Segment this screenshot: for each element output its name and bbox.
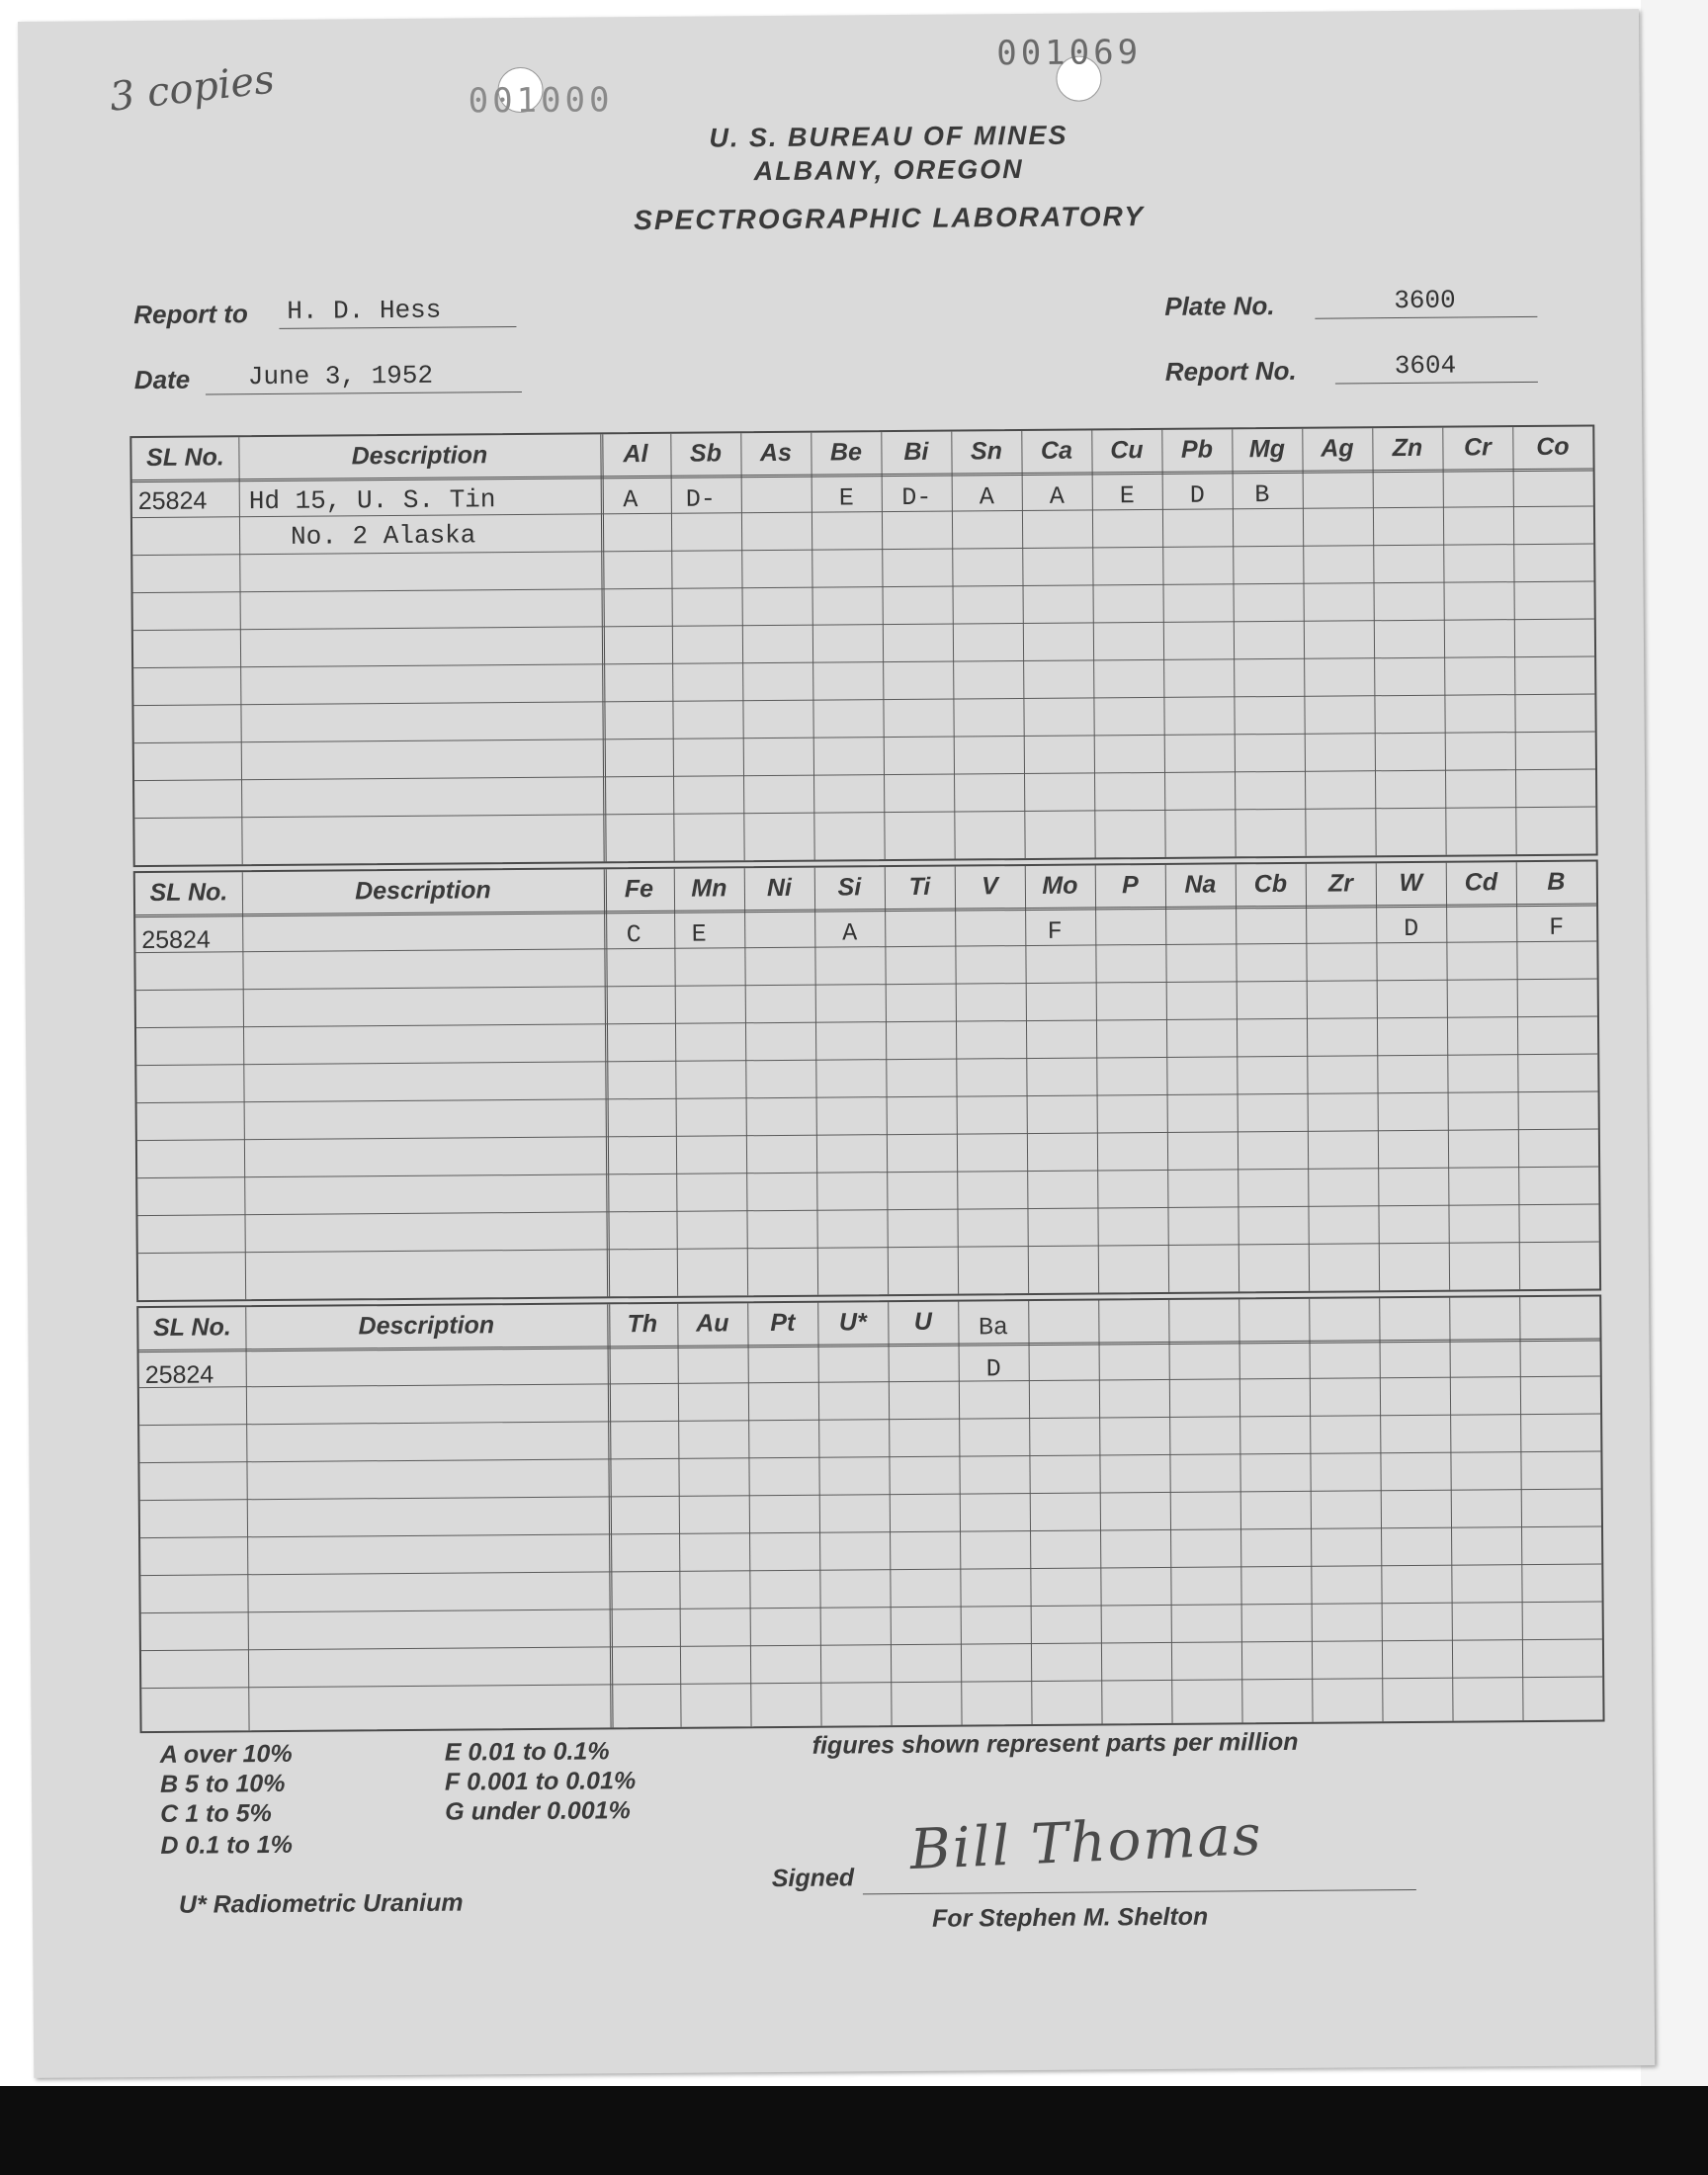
report-no-underline bbox=[1335, 382, 1538, 385]
document-number: 001069 bbox=[996, 33, 1143, 74]
description-header: Description bbox=[358, 1311, 495, 1341]
date-value: June 3, 1952 bbox=[247, 360, 434, 392]
element-header: Mg bbox=[1248, 434, 1286, 464]
element-header: Mo bbox=[1042, 871, 1078, 900]
assay-value bbox=[885, 918, 955, 919]
plate-underline bbox=[1315, 316, 1537, 319]
legend-c: C 1 to 5% bbox=[160, 1799, 272, 1828]
report-no-value: 3604 bbox=[1394, 350, 1457, 382]
assay-value: D bbox=[1189, 480, 1205, 510]
faint-stamp-number: 001000 bbox=[468, 80, 614, 122]
element-header: U* bbox=[838, 1308, 867, 1337]
legend-e: E 0.01 to 0.1% bbox=[444, 1737, 610, 1767]
assay-value: F bbox=[1047, 916, 1063, 946]
scan-bottom-band bbox=[0, 2086, 1708, 2175]
bureau-title: U. S. BUREAU OF MINES bbox=[709, 120, 1068, 153]
element-header: Si bbox=[837, 873, 862, 902]
slno-header: SL No. bbox=[145, 443, 224, 472]
sample-description-line1: Hd 15, U. S. Tin bbox=[248, 484, 496, 517]
element-header: As bbox=[759, 438, 793, 468]
element-header: Ag bbox=[1321, 434, 1354, 463]
sample-description-line2: No. 2 Alaska bbox=[290, 520, 476, 552]
assay-value: A bbox=[1049, 481, 1065, 511]
assay-value: D bbox=[1404, 914, 1419, 944]
report-to-value: H. D. Hess bbox=[287, 295, 442, 326]
element-header: Pb bbox=[1180, 435, 1214, 464]
element-header: U bbox=[913, 1307, 932, 1336]
assay-value bbox=[1165, 915, 1236, 916]
sample-number: 25824 bbox=[137, 486, 208, 516]
legend-g: G under 0.001% bbox=[445, 1796, 631, 1826]
assay-value: D bbox=[985, 1354, 1001, 1384]
assay-value bbox=[1095, 916, 1165, 917]
element-table-1 bbox=[129, 424, 1597, 867]
element-header: Cr bbox=[1463, 433, 1492, 462]
slno-header: SL No. bbox=[149, 878, 228, 907]
element-header: Ni bbox=[766, 873, 793, 903]
element-header: Mn bbox=[691, 874, 727, 903]
assay-value bbox=[1443, 478, 1513, 479]
sample-number: 25824 bbox=[141, 925, 211, 955]
lab-title: SPECTROGRAPHIC LABORATORY bbox=[634, 201, 1146, 236]
assay-value: C bbox=[626, 920, 641, 950]
element-header: Cb bbox=[1253, 869, 1288, 899]
uranium-note: U* Radiometric Uranium bbox=[178, 1888, 464, 1919]
element-header: Al bbox=[623, 440, 648, 469]
signature-underline bbox=[863, 1889, 1416, 1894]
element-header: P bbox=[1121, 871, 1139, 900]
assay-value bbox=[1373, 479, 1443, 480]
assay-value bbox=[741, 484, 811, 485]
slno-header: SL No. bbox=[152, 1313, 231, 1342]
element-header: Ti bbox=[908, 872, 931, 901]
element-header: Ba bbox=[978, 1313, 1009, 1343]
element-header: Cd bbox=[1464, 868, 1498, 897]
description-header: Description bbox=[351, 441, 488, 471]
assay-value: B bbox=[1254, 480, 1270, 510]
element-header: Co bbox=[1536, 432, 1570, 461]
assay-value: A bbox=[623, 485, 639, 515]
assay-value: E bbox=[838, 483, 854, 513]
element-header: Sn bbox=[970, 437, 1003, 466]
plate-label: Plate No. bbox=[1164, 291, 1275, 321]
handwritten-signature: Bill Thomas bbox=[908, 1802, 1264, 1883]
element-header: Zr bbox=[1327, 869, 1353, 898]
element-header: Be bbox=[829, 438, 863, 467]
ppm-note: figures shown represent parts per million bbox=[811, 1727, 1299, 1760]
element-table-3 bbox=[136, 1294, 1604, 1733]
legend-d: D 0.1 to 1% bbox=[160, 1830, 293, 1860]
element-header: Au bbox=[696, 1309, 729, 1338]
report-sheet bbox=[18, 9, 1655, 2078]
report-no-label: Report No. bbox=[1164, 355, 1297, 387]
description-header: Description bbox=[355, 876, 491, 906]
element-header: Pt bbox=[770, 1308, 796, 1338]
assay-value: F bbox=[1549, 913, 1565, 942]
element-header: Ca bbox=[1040, 436, 1073, 465]
element-header: Cu bbox=[1110, 436, 1144, 465]
element-header: Bi bbox=[903, 437, 929, 466]
signed-label: Signed bbox=[771, 1864, 855, 1893]
legend-b: B 5 to 10% bbox=[159, 1769, 286, 1798]
assay-value: A bbox=[842, 918, 858, 948]
col-divider bbox=[238, 437, 242, 864]
assay-value: E bbox=[1119, 481, 1135, 511]
date-label: Date bbox=[133, 364, 191, 395]
report-to-label: Report to bbox=[133, 299, 248, 330]
assay-value bbox=[744, 919, 814, 920]
signed-for-line: For Stephen M. Shelton bbox=[931, 1902, 1209, 1933]
assay-value: E bbox=[691, 919, 707, 949]
legend-a: A over 10% bbox=[159, 1739, 293, 1769]
assay-value bbox=[1306, 914, 1376, 915]
assay-value: A bbox=[979, 482, 994, 512]
copies-note: 3 copies bbox=[107, 56, 277, 121]
legend-f: F 0.001 to 0.01% bbox=[444, 1767, 637, 1796]
date-underline bbox=[206, 392, 522, 395]
sample-number: 25824 bbox=[144, 1360, 214, 1390]
assay-value: D- bbox=[901, 482, 932, 512]
assay-value bbox=[955, 917, 1025, 918]
element-header: Zn bbox=[1392, 433, 1423, 463]
element-header: Na bbox=[1184, 870, 1217, 899]
element-header: W bbox=[1399, 868, 1423, 898]
element-header: Sb bbox=[689, 439, 723, 468]
element-header: Th bbox=[627, 1309, 658, 1339]
assay-value bbox=[1303, 479, 1373, 480]
element-header: V bbox=[981, 872, 998, 901]
assay-value bbox=[1236, 915, 1306, 916]
report-to-underline bbox=[279, 326, 516, 329]
bureau-location: ALBANY, OREGON bbox=[753, 154, 1024, 187]
element-header: B bbox=[1547, 867, 1566, 896]
plate-value: 3600 bbox=[1394, 285, 1456, 316]
element-table-2 bbox=[133, 859, 1601, 1302]
element-header: Fe bbox=[624, 874, 654, 904]
assay-value: D- bbox=[685, 484, 716, 514]
